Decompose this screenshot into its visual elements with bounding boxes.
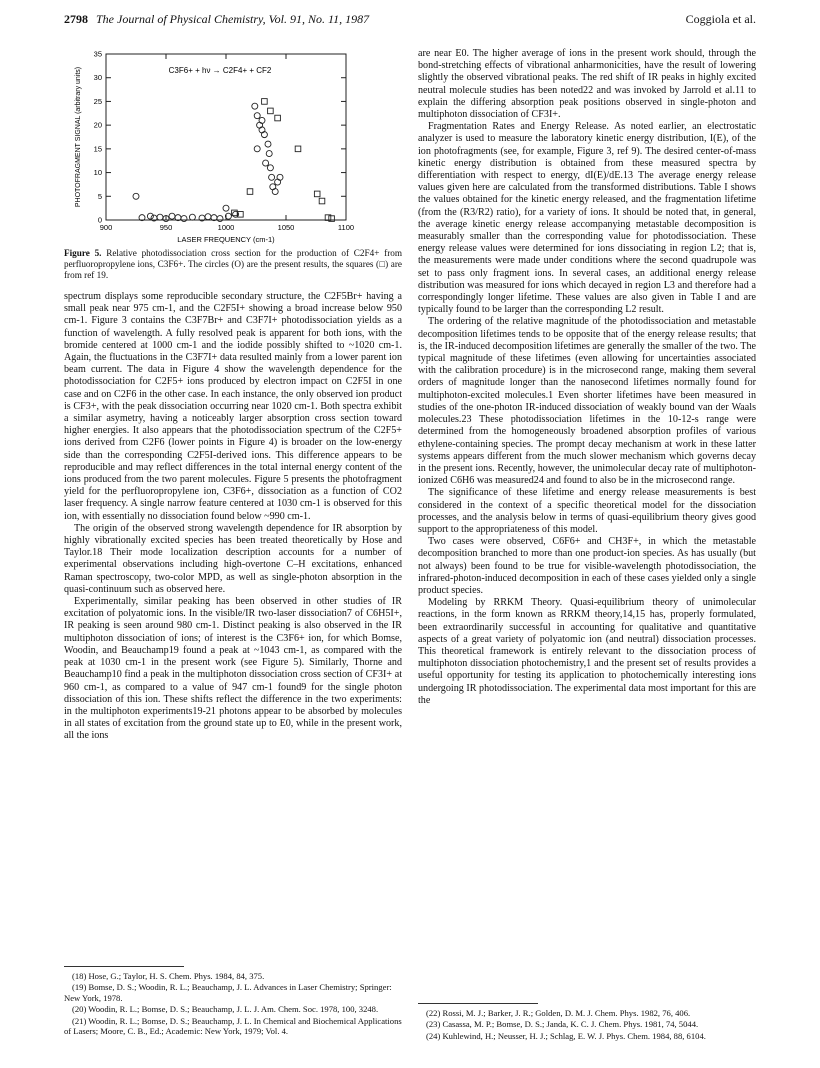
figure-5-chart	[64, 44, 402, 244]
reference-3: (21) Woodin, R. L.; Bomse, D. S.; Beauchamp, J. L. In Chemical and Biochemical Applications of Lasers; Moore, C. B., Ed.; Academic: New York, 1979; Vol. 4.	[64, 1015, 402, 1037]
paragraph-0: are near E0. The higher average of ions in the present work should, through the bond-stretching effects of vibrational anharmonicities, have the result of lowering slightly the observed vibrational peaks. The red shift of IR peaks in highly excited neutral molecule studies has been noted22 and was invoked by Jarrold et al.11 to explain the differing absorption peak positions observed in single-photon and multiphoton dissociation of CF3I+.	[418, 48, 756, 121]
data-point-circle	[223, 205, 229, 211]
data-point-circle	[205, 214, 211, 220]
x-tick-label: 900	[99, 223, 113, 232]
y-tick-label: 10	[93, 168, 102, 178]
data-point-square	[295, 146, 301, 152]
y-tick-label: 20	[93, 120, 102, 130]
y-tick-label: 25	[93, 96, 102, 106]
paragraph-1: Fragmentation Rates and Energy Release. As noted earlier, an electrostatic analyzer is used to measure the laboratory kinetic energy distribution, I(E), of the ion photofragments (see, for example, Figure 3, ref 9). The desired center-of-mass kinetic energy distribution is obtained from these measured spectra by differentiation with respect to energy, dI(E)/dE.13 The average energy release values given here are calculated from the transformed distributions. Table I shows the values obtained for the kinetic energy released, and the fragmentation lifetime (from the (R3/R2) ratio), for a variety of ions. It should be noted that, in general, the average kinetic energy release accompanying metastable decomposition is measurably smaller than the corresponding value for photodissociation. These energy release values were determined for ions dissociating in region L2; that is, the measurements were made under conditions where the second quadrupole was set to pass only fragment ions. In several cases, an additional energy release distribution was measured for ions which decayed in region L3 and therefore had a correspondingly longer lifetime. These values are also given in Table I and are typically found to be larger than the corresponding L2 result.	[418, 121, 756, 316]
data-point-circle	[189, 214, 195, 220]
x-tick-label: 1050	[277, 223, 295, 232]
data-point-circle	[267, 165, 273, 171]
data-point-circle	[254, 113, 260, 119]
figure-5-caption	[64, 248, 402, 281]
footnote-rule	[418, 1003, 538, 1004]
paragraph-4: Two cases were observed, C6F6+ and CH3F+, in which the metastable decomposition branched to more than one product-ion species. As has usually (but not always) been found to be true for visible-wavelength photodissociation, the infrared-photon-induced decomposition in each of these cases yielded only a single product species.	[418, 536, 756, 596]
caption-text: Relative photodissociation cross section for the production of C2F4+ from perfluoropropylene ions, C3F6+. The circles (O) are the present results, the squares (□) are from ref 19.	[64, 248, 403, 280]
page-number: 2798	[64, 12, 88, 26]
paragraph-1: The origin of the observed strong wavelength dependence for IR absorption by highly vibrationally excited species has been treated theoretically by Hose and Taylor.18 Their mode localization description accounts for a number of experimental observations including high-overtone C–H excitations, enhanced Raman spectroscopy, two-color MPD, as well as single-photon absorption in the quasi-continuum such as observed here.	[64, 522, 402, 595]
reference-0: (18) Hose, G.; Taylor, H. S. Chem. Phys. 1984, 84, 375.	[72, 971, 265, 981]
figure-5	[64, 44, 402, 244]
footnote-references-right	[418, 1003, 756, 1042]
data-point-circle	[133, 193, 139, 199]
data-point-square	[314, 191, 320, 197]
y-tick-label: 15	[93, 144, 102, 154]
reference-2: (24) Kuhlewind, H.; Neusser, H. J.; Schlag, E. W. J. Phys. Chem. 1984, 88, 6104.	[426, 1030, 706, 1041]
data-point-circle	[181, 216, 187, 222]
data-point-circle	[259, 117, 265, 123]
paragraph-0: spectrum displays some reproducible secondary structure, the C2F5Br+ having a small peak near 975 cm-1, and the C2F5I+ showing a broad increase below 950 cm-1. Figure 3 contains the C3F7Br+ and C3F7I+ photodissociation yields as a function of wavelength. A fully resolved peak is apparent for both ions, with the bromide centered at 1000 cm-1 and the iodide possibly shifted to ~1020 cm-1. Again, the fluctuations in the C3F7I+ data resulted mainly from a lower parent ion beam current. The data in Figure 4 show the wavelength dependence for the photodissociation for C2F5+ ions produced by electron impact on C2F5I in one case and on C2F6 in the other case. In each instance, the only observed ion product is CF3+, with the peak dissociation occurring near 1020 cm-1. Both spectra exhibit a similar asymetry, having a noticeably larger absorption cross section toward higher energies. It also appears that the photodissociation spectrum of the C2F5+ ions derived from C2F6 (lower points in Figure 4) is broader on the low-energy side than the corresponding C2F5I-derived ions. This difference appears to be reproducible and may reflect differences in the total internal energy content of the ions produced from the two parent molecules. Figure 5 presents the photofragment yield for the perfluoropropylene ion, C3F6+, dissociation as a function of CO2 laser frequency. A single narrow feature centered at 1030 cm-1 is observed for this ion, with essentially no dissociation found below ~990 cm-1.	[64, 291, 402, 522]
reference-1: (23) Casassa, M. P.; Bomse, D. S.; Janda, K. C. J. Chem. Phys. 1981, 74, 5044.	[426, 1019, 699, 1030]
x-tick-label: 950	[159, 223, 173, 232]
paragraph-2: Experimentally, similar peaking has been observed in other studies of IR excitation of polyatomic ions. In the visible/IR two-laser dissociation7 of C6H5I+, IR peaking is seen around 980 cm-1. Distinct peaking is also observed in the IR multiphoton dissociation of ions; of interest is the C3F6+ ion, for which Bomse, Woodin, and Beauchamp19 found a peak at ~1043 cm-1, as compared with the peak at 1030 cm-1 in the present work (see Figure 5). Similarly, Thorne and Beauchamp10 find a peak in the multiphoton dissociation cross section of CF3I+ at 960 cm-1, as compared to a value of 947 cm-1 found9 for the single photon dissociation of this ion. These shifts reflect the difference in the two experiments: in the multiphoton experiments19-21 photons appear to be absorbed by molecules in all states of excitation from the ground state up to E0, while in the present work, all the ions	[64, 596, 402, 742]
page-header	[64, 12, 756, 32]
chart-xlabel: LASER FREQUENCY (cm-1)	[177, 235, 275, 244]
right-column	[418, 48, 756, 707]
data-point-square	[319, 198, 325, 204]
data-point-square	[268, 108, 274, 114]
right-body-text	[418, 48, 756, 707]
data-point-square	[275, 115, 281, 121]
plot-frame	[106, 54, 346, 220]
data-point-circle	[217, 216, 223, 222]
paragraph-3: The significance of these lifetime and energy release measurements is best considered in the context of a specific theoretical model for the dissociation processes, and the analysis below in terms of quasi-equilibrium theory gives good support to the appropriateness of this model.	[418, 487, 756, 535]
right-refs-list	[418, 1008, 756, 1041]
chart-axes	[94, 50, 354, 233]
data-point-circle	[147, 213, 153, 219]
reference-0: (22) Rossi, M. J.; Barker, J. R.; Golden, D. M. J. Chem. Phys. 1982, 76, 406.	[426, 1008, 691, 1018]
y-tick-label: 5	[97, 191, 102, 201]
paragraph-5: Modeling by RRKM Theory. Quasi-equilibrium theory of unimolecular reactions, in the form known as RRKM theory,14,15 has, properly formulated, been extraordinarily successful in accounting for qualitative and quantitative aspects of a great variety of polyatomic ion (and neutral) dissociation processes. This theoretical framework is entirely relevant to the dissociation process of multiphoton dissociation photochemistry,1 and the present set of results provides a useful opportunity for testing its application to photochemically interesting ions undergoing IR photodissociation. The experimental data most important for this are the	[418, 597, 756, 706]
footnote-references-left	[64, 966, 402, 1037]
caption-label: Figure 5.	[64, 248, 102, 258]
data-point-circle	[254, 146, 260, 152]
y-tick-label: 30	[93, 73, 102, 83]
data-point-circle	[252, 103, 258, 109]
chart-ylabel: PHOTOFRAGMENT SIGNAL (arbitrary units)	[75, 66, 82, 208]
data-point-circle	[169, 213, 175, 219]
data-point-circle	[269, 174, 275, 180]
data-point-circle	[261, 132, 267, 138]
data-point-circle	[263, 160, 269, 166]
left-refs-list	[64, 971, 402, 1036]
data-point-circle	[272, 189, 278, 195]
chart-title: C3F6+ + hν → C2F4+ + CF2	[168, 65, 272, 75]
chart-marks	[133, 99, 334, 222]
data-point-square	[247, 189, 253, 195]
journal-line	[64, 12, 369, 27]
x-tick-label: 1100	[337, 223, 355, 232]
reference-1: (19) Bomse, D. S.; Woodin, R. L.; Beauchamp, J. L. Advances in Laser Chemistry; Springer: New York, 1978.	[64, 982, 392, 1003]
data-point-circle	[277, 174, 283, 180]
data-point-circle	[157, 214, 163, 220]
x-tick-label: 1000	[217, 223, 235, 232]
y-tick-label: 35	[93, 49, 102, 59]
data-point-square	[262, 99, 268, 105]
left-body-text	[64, 291, 402, 743]
running-authors: Coggiola et al.	[685, 12, 756, 26]
reference-2: (20) Woodin, R. L.; Bomse, D. S.; Beauchamp, J. L. J. Am. Chem. Soc. 1978, 100, 3248.	[72, 1004, 379, 1015]
left-column	[64, 44, 402, 743]
paragraph-2: The ordering of the relative magnitude of the photodissociation and metastable decomposition lifetimes tends to be opposite that of the energy release results; that is, the IR-induced decomposition lifetimes are generally the smaller of the two. The typical magnitude of these lifetimes (even allowing for uncertainties associated with the calibration procedure) is in the microsecond range, making them several orders of magnitude longer than the nanosecond lifetimes normally found for multiphoton-excited molecules.1 Even shorter lifetimes have been measured in studies of the one-photon IR-induced dissociation of weakly bound van der Waals molecules.23 These photodissociation lifetimes in the 10-12-s range were determined from the homogeneously broadened absorption profiles of various ethylene-containing species. The prompt decay mechanism at work in these latter systems appears different from the much slower mechanism which governs decay in the present ions. Recently, however, the unimolecular decay rate of multiphoton-ionized C6H6 was measured24 and found to also be in the microsecond range.	[418, 316, 756, 487]
data-point-circle	[265, 141, 271, 147]
journal-title: The Journal of Physical Chemistry, Vol. 91, No. 11, 1987	[96, 12, 370, 26]
footnote-rule	[64, 966, 184, 967]
data-point-circle	[266, 151, 272, 157]
y-tick-label: 0	[97, 215, 102, 225]
